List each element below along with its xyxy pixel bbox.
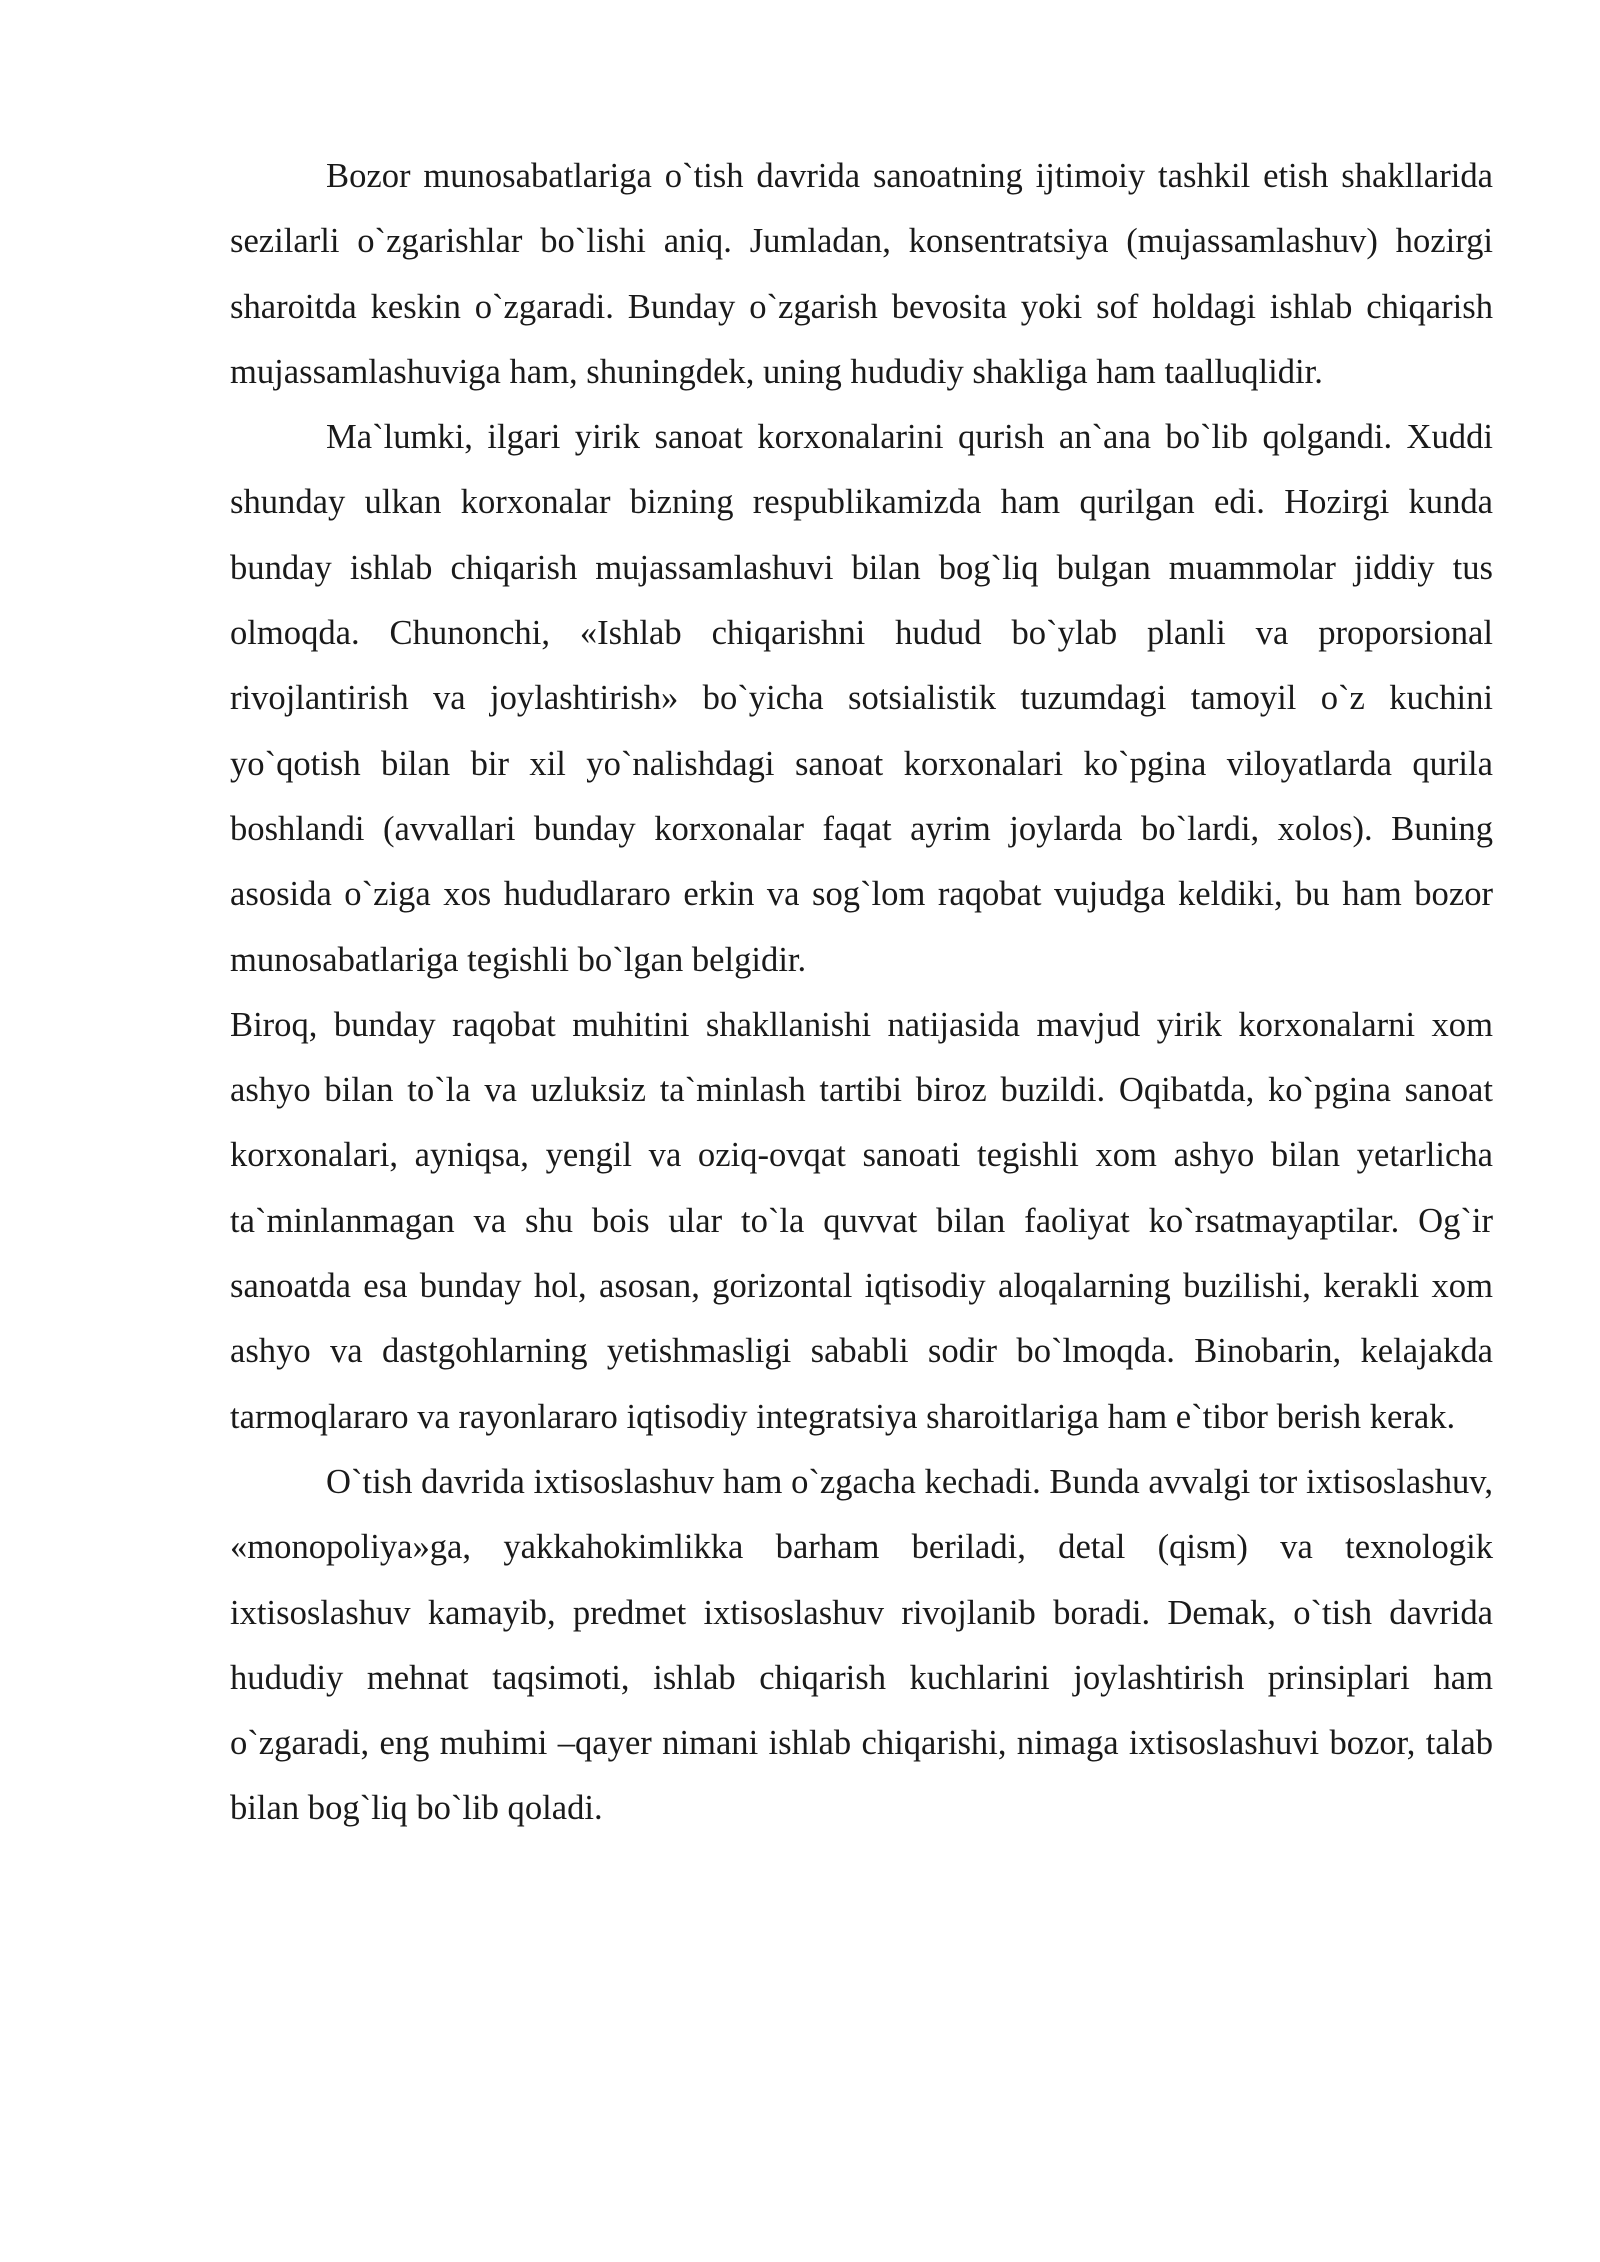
paragraph-3: Biroq, bunday raqobat muhitini shakllanishi natijasida mavjud yirik korxonalarni xom ashyo bilan to`la va uzluksiz ta`minlash tartibi biroz buzildi. Oqibatda, ko`pgina sanoat korxonalari, ayniqsa, yengil va oziq-ovqat sanoati tegishli xom ashyo bilan yetarlicha ta`minlanmagan va shu bois ular to`la quvvat bilan faoliyat ko`rsatmayaptilar. Og`ir sanoatda esa bunday hol, asosan, gorizontal iqtisodiy aloqalarning buzilishi, kerakli xom ashyo va dastgohlarning yetishmasligi sababli sodir bo`lmoqda. Binobarin, kelajakda tarmoqlararo va rayonlararo iqtisodiy integratsiya sharoitlariga ham e`tibor berish kerak. [230, 1005, 1493, 1436]
paragraph-4: O`tish davrida ixtisoslashuv ham o`zgacha kechadi. Bunda avvalgi tor ixtisoslashuv, «monopoliya»ga, yakkahokimlikka barham beriladi, detal (qism) va texnologik ixtisoslashuv kamayib, predmet ixtisoslashuv rivojlanib boradi. Demak, o`tish davrida hududiy mehnat taqsimoti, ishlab chiqarish kuchlarini joylashtirish prinsiplari ham o`zgaradi, eng muhimi –qayer nimani ishlab chiqarishi, nimaga ixtisoslashuvi bozor, talab bilan bog`liq bo`lib qoladi. [230, 1462, 1493, 1828]
document-body [230, 144, 1493, 1842]
paragraph-1: Bozor munosabatlariga o`tish davrida sanoatning ijtimoiy tashkil etish shakllarida sezilarli o`zgarishlar bo`lishi aniq. Jumladan, konsentratsiya (mujassamlashuv) hozirgi sharoitda keskin o`zgaradi. Bunday o`zgarish bevosita yoki sof holdagi ishlab chiqarish mujassamlashuviga ham, shuningdek, uning hududiy shakliga ham taalluqlidir. [230, 157, 1493, 391]
paragraph-2: Ma`lumki, ilgari yirik sanoat korxonalarini qurish an`ana bo`lib qolgandi. Xuddi shunday ulkan korxonalar bizning respublikamizda ham qurilgan edi. Hozirgi kunda bunday ishlab chiqarish mujassamlashuvi bilan bog`liq bulgan muammolar jiddiy tus olmoqda. Chunonchi, «Ishlab chiqarishni hudud bo`ylab planli va proporsional rivojlantirish va joylashtirish» bo`yicha sotsialistik tuzumdagi tamoyil o`z kuchini yo`qotish bilan bir xil yo`nalishdagi sanoat korxonalari ko`pgina viloyatlarda qurila boshlandi (avvallari bunday korxonalar faqat ayrim joylarda bo`lardi, xolos). Buning asosida o`ziga xos hududlararo erkin va sog`lom raqobat vujudga keldiki, bu ham bozor munosabatlariga tegishli bo`lgan belgidir. [230, 418, 1493, 979]
